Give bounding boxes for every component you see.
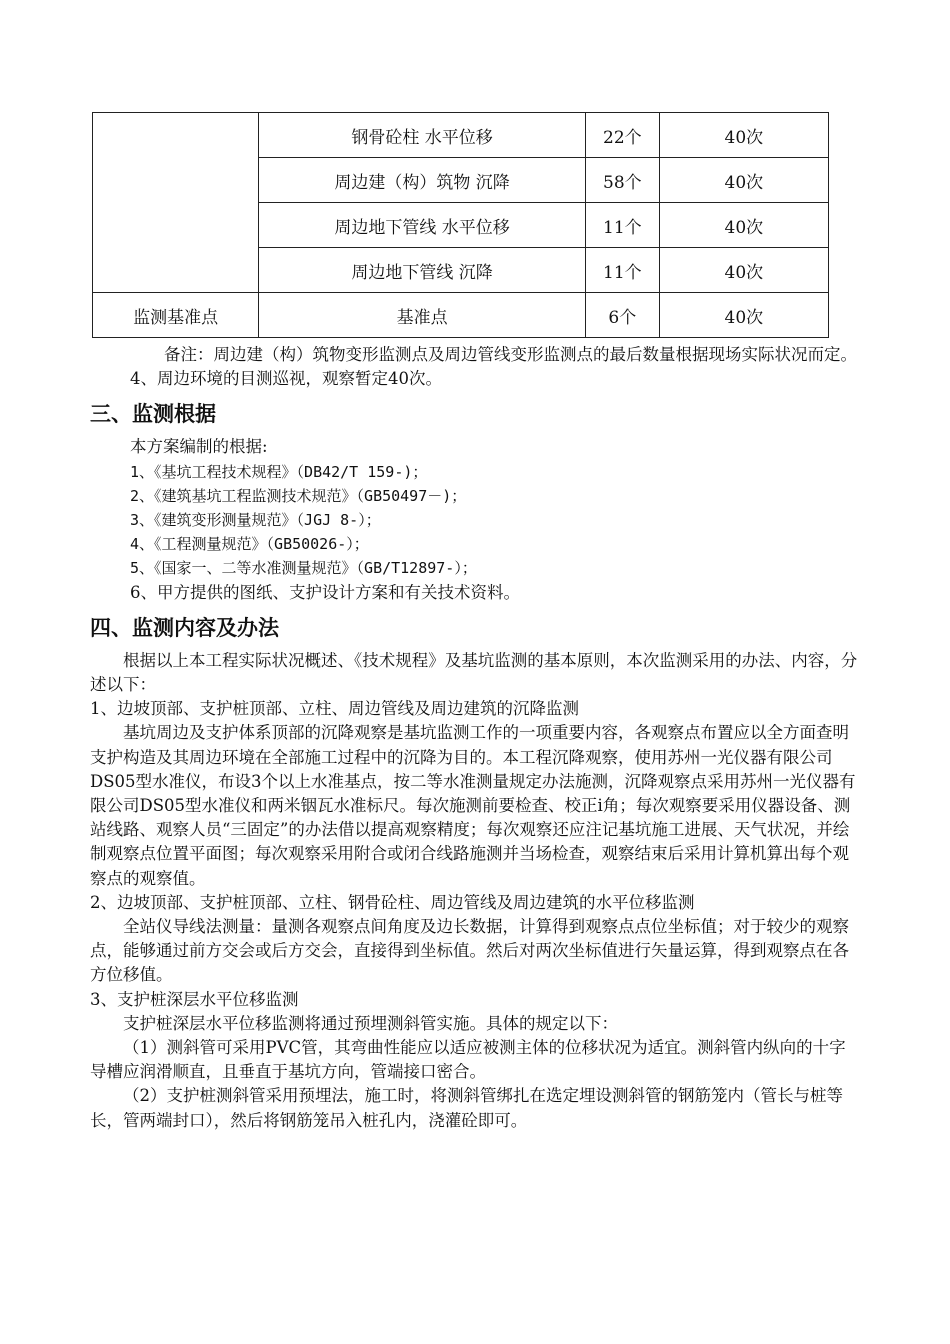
subsection2-body: 全站仪导线法测量：量测各观察点间角度及边长数据，计算得到观察点点位坐标值；对于较少的观察点，能够通过前方交会或后方交会，直接得到坐标值。然后对两次坐标值进行矢量运算，得到观察点在各方位移值。 [90, 917, 849, 985]
reference-item: 3、《建筑变形测量规范》（JGJ 8-）； [130, 511, 381, 530]
monitoring-table [92, 112, 829, 338]
table-cell-item: 周边建（构）筑物 沉降 [259, 158, 586, 203]
document-page [90, 112, 860, 1133]
table-cell-count: 22个 [585, 113, 659, 158]
table-cell-count: 58个 [585, 158, 659, 203]
section4-heading: 四、监测内容及办法 [90, 615, 279, 640]
reference-item: 6、甲方提供的图纸、支护设计方案和有关技术资料。 [130, 582, 520, 602]
subsection3-title: 3、支护桩深层水平位移监测 [90, 989, 299, 1009]
reference-item: 1、《基坑工程技术规程》（DB42/T 159-)； [130, 462, 428, 481]
table-cell-count: 11个 [585, 203, 659, 248]
table-cell-times: 40次 [659, 293, 828, 338]
table-cell-item: 周边地下管线 水平位移 [259, 203, 586, 248]
subsection2-title: 2、边坡顶部、支护桩顶部、立柱、钢骨砼柱、周边管线及周边建筑的水平位移监测 [90, 892, 695, 912]
subsection1-body: 基坑周边及支护体系顶部的沉降观察是基坑监测工作的一项重要内容，各观察点布置应以全方面查明支护构造及其周边环境在全部施工过程中的沉降为目的。本工程沉降观察，使用苏州一光仪器有限公司DS05型水准仪，布设3个以上水准基点，按二等水准测量规定办法施测，沉降观察点采用苏州一光仪器有限公司DS05型水准仪和两米铟瓦水准标尺。每次施测前要检查、校正i角；每次观察要采用仪器设备、测站线路、观察人员“三固定”的办法借以提高观察精度；每次观察还应注记基坑施工进展、天气状况，并绘制观察点位置平面图；每次观察采用附合或闭合线路施测并当场检查，观察结束后采用计算机算出每个观察点的观察值。 [90, 723, 856, 888]
table-cell-category [93, 113, 259, 293]
section3-heading: 三、监测根据 [90, 402, 216, 427]
paragraph-item4: 4、周边环境的目测巡视，观察暂定40次。 [130, 369, 442, 389]
table-cell-item: 钢骨砼柱 水平位移 [259, 113, 586, 158]
section4-intro: 根据以上本工程实际状况概述、《技术规程》及基坑监测的基本原则，本次监测采用的办法、内容，分述以下： [90, 650, 858, 695]
table-cell-times: 40次 [659, 203, 828, 248]
table-cell-item: 周边地下管线 沉降 [259, 248, 586, 293]
subsection3-item: （1）测斜管可采用PVC管，其弯曲性能应以适应被测主体的位移状况为适宜。测斜管内纵向的十字导槽应润滑顺直，且垂直于基坑方向，管端接口密合。 [90, 1038, 846, 1082]
table-cell-times: 40次 [659, 248, 828, 293]
subsection3-body: 支护桩深层水平位移监测将通过预埋测斜管实施。具体的规定以下： [123, 1013, 618, 1033]
reference-item: 4、《工程测量规范》（GB50026-）； [130, 535, 369, 554]
reference-item: 2、《建筑基坑工程监测技术规范》（GB50497－)； [130, 486, 467, 505]
table-row [93, 113, 829, 158]
table-cell-category: 监测基准点 [93, 293, 259, 338]
table-cell-count: 6个 [585, 293, 659, 338]
table-cell-times: 40次 [659, 113, 828, 158]
section3-intro: 本方案编制的根据: [130, 437, 268, 457]
table-cell-times: 40次 [659, 158, 828, 203]
table-cell-count: 11个 [585, 248, 659, 293]
reference-item: 5、《国家一、二等水准测量规范》（GB/T12897-）； [130, 559, 477, 578]
subsection1-title: 1、边坡顶部、支护桩顶部、立柱、周边管线及周边建筑的沉降监测 [90, 699, 579, 719]
table-cell-item: 基准点 [259, 293, 586, 338]
table-note: 备注：周边建（构）筑物变形监测点及周边管线变形监测点的最后数量根据现场实际状况而定。 [164, 345, 857, 364]
table-row [93, 293, 829, 338]
subsection3-item: （2）支护桩测斜管采用预埋法，施工时，将测斜管绑扎在选定埋设测斜管的钢筋笼内（管长与桩等长，管两端封口），然后将钢筋笼吊入桩孔内，浇灌砼即可。 [90, 1086, 843, 1130]
